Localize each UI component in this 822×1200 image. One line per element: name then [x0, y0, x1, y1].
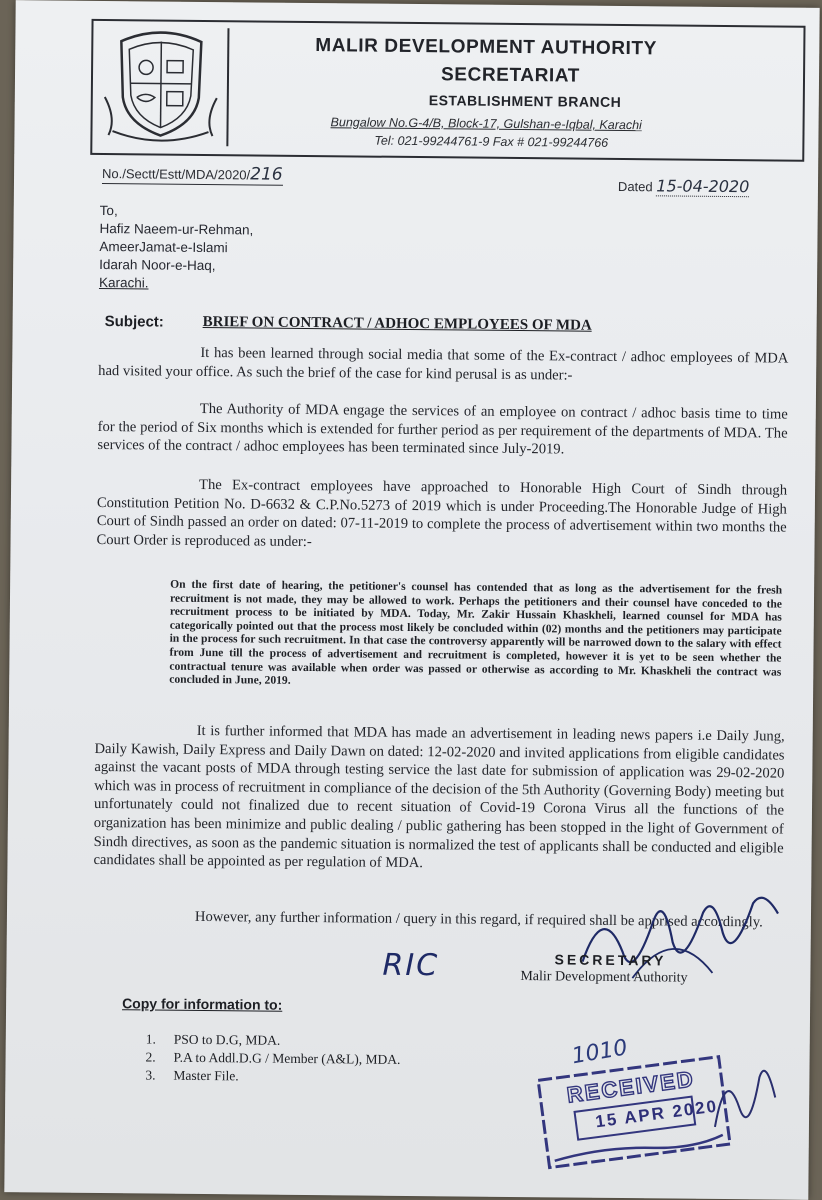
reference-number [102, 163, 283, 186]
paragraph-1-text: It has been learned through social media that some of the Ex-contract / adhoc employees of MDA had visited your office. As such the brief of the case for kind perusal is as under:- [98, 344, 789, 384]
letter-date [618, 176, 749, 196]
branch-name: ESTABLISHMENT BRANCH [428, 92, 622, 110]
recipient-city: Karachi. [98, 274, 149, 291]
paragraph-2 [97, 399, 788, 461]
copy-heading: Copy for information to: [122, 995, 283, 1013]
court-order-quote: On the first date of hearing, the petitioner's counsel has contended that as long as the advertisement for the fresh recruitment is not made, they may be allowed to work. Perhaps the petitioners and their counsel have conceded to the recruitment process to be initiated by MDA. Today, Mr. Zakir Hussain Khaskheli, learned counsel for MDA has categorically pointed out that the process most likely be concluded within (02) months and the petitioners may participate in the process for such recruitment. In that case the controversy apparently will be narrowed down to the salary with effect from June till the process of advertisement and recruitment is completed, however it is yet to be seen whether the contractual tenure was available when order was passed or otherwise as according to Mr. Khaskheli the contract was concluded in June, 2019. [169, 577, 783, 687]
stamp-date: 15 APR 2020 [594, 1096, 720, 1132]
reference-handwritten-number: 216 [250, 164, 283, 185]
signatory-title: SECRETARY [554, 951, 667, 969]
department-name: SECRETARIAT [440, 64, 581, 87]
recipient-name: Hafiz Naeem-ur-Rehman, [99, 220, 254, 238]
org-name: MALIR DEVELOPMENT AUTHORITY [315, 35, 658, 60]
copy-item: 1. PSO to D.G, MDA. [145, 1031, 281, 1048]
handwritten-date: 15-04-2020 [656, 176, 750, 197]
handwritten-initials: RIC [382, 947, 440, 984]
copy-item: 2. P.A to Addl.D.G / Member (A&L), MDA. [145, 1049, 401, 1067]
diary-number: 1010 [569, 1035, 630, 1070]
recipient-title: AmeerJamat-e-Islami [99, 238, 228, 256]
copy-item: 3. Master File. [145, 1067, 239, 1084]
recipient-to: To, [99, 202, 118, 219]
office-phone: Tel: 021-99244761-9 Fax # 021-99244766 [374, 133, 609, 150]
office-address: Bungalow No.G-4/B, Block-17, Gulshan-e-Iqbal, Karachi [330, 115, 642, 133]
subject-label: Subject: [104, 313, 164, 331]
paragraph-5-text: However, any further information / query in this regard, if required shall be apprised accordingly. [194, 908, 763, 931]
paragraph-3-text: The Ex-contract employees have approached to Honorable High Court of Sindh through Constitution Petition No. D-6632 & C.P.No.5273 of 2019 which is under Proceeding.The Honorable Judge of High Court of Sindh passed an order on dated: 07-11-2019 to complete the process of advertisement within two months the Court Order is reproduced as under:- [96, 476, 788, 550]
stamp-scribble [705, 1047, 786, 1138]
subject-text: BRIEF ON CONTRACT / ADHOC EMPLOYEES OF MDA [202, 313, 592, 334]
mda-logo [98, 27, 229, 146]
paragraph-4 [93, 721, 784, 876]
signatory-org: Malir Development Authority [520, 969, 688, 986]
paragraph-4-text: It is further informed that MDA has made an advertisement in leading news papers i.e Daily Jung, Daily Kawish, Daily Express and Daily Dawn on dated: 12-02-2020 and invited applications from eligible candidates against the vacant posts of MDA through testing service the last date for submission of application was 29-02-2020 which was in process of recruitment in compliance of the decision of the 5th Authority (Governing Body) meeting but unfortunately could not finalized due to recent situation of Covid-19 Corona Virus all the functions of the organization has been minimize and public dealing / public gathering has been stopped in the light of Government of Sindh directives, as soon as the pandemic situation is normalized the test of applicants shall be conducted and eligible candidates shall be appointed as per regulation of MDA. [93, 722, 785, 872]
letter-page [4, 0, 819, 1200]
recipient-office: Idarah Noor-e-Haq, [99, 256, 216, 274]
stamp-word: RECEIVED [565, 1066, 697, 1108]
dated-label: Dated [617, 178, 653, 195]
paragraph-1 [98, 343, 788, 387]
reference-prefix: No./Sectt/Estt/MDA/2020/ [102, 166, 251, 183]
paragraph-2-text: The Authority of MDA engage the services of an employee on contract / adhoc basis time to time for the period of Six months which is extended for further period as per requirement of the departments of MDA. The services of the contract / adhoc employees has been terminated since July-2019. [97, 400, 788, 458]
paragraph-3 [96, 475, 787, 556]
